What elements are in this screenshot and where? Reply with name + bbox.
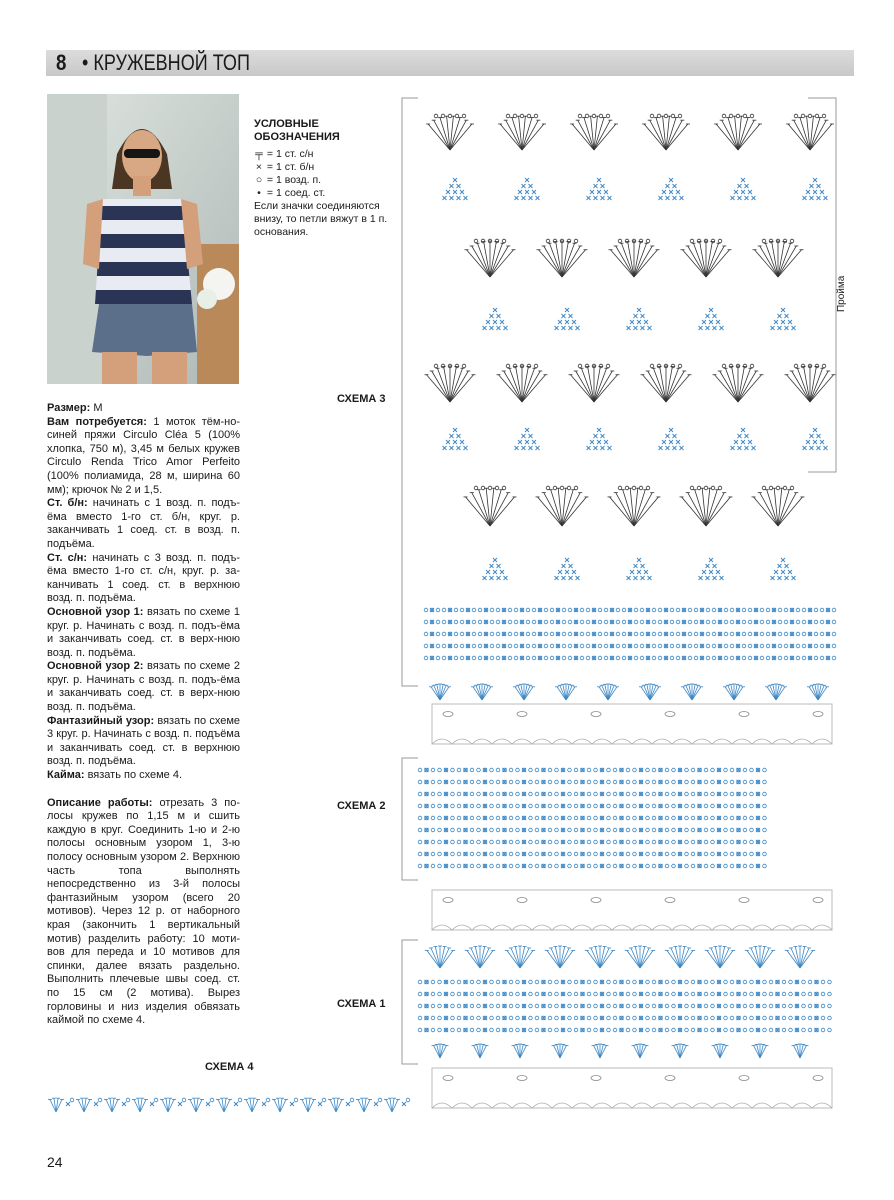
scheme1-label: СХЕМА 1 bbox=[337, 998, 386, 1010]
sc-label: Ст. б/н: bbox=[47, 497, 88, 510]
materials-label: Вам потребуется: bbox=[47, 415, 147, 428]
scheme2-label: СХЕМА 2 bbox=[337, 800, 386, 812]
size-label: Размер: bbox=[47, 402, 91, 414]
scheme3-label: СХЕМА 3 bbox=[337, 393, 386, 405]
pattern-number: 8 bbox=[56, 50, 67, 75]
armhole-label: Пройма bbox=[836, 275, 847, 312]
title-text: КРУЖЕВНОЙ ТОП bbox=[93, 50, 250, 75]
legend-title-1: УСЛОВНЫЕ bbox=[254, 118, 319, 130]
slip-stitch-symbol: • bbox=[257, 187, 261, 199]
chain-symbol: ○ bbox=[255, 174, 263, 186]
sc-symbol: × bbox=[255, 161, 263, 173]
scheme3-bracket bbox=[402, 98, 418, 686]
armhole-bracket bbox=[808, 98, 836, 472]
legend-text: = 1 ст. б/н bbox=[266, 161, 315, 173]
chart-symbols bbox=[48, 114, 836, 1112]
dc-label: Ст. с/н: bbox=[47, 551, 88, 564]
edge-value: вязать по схеме 4. bbox=[87, 769, 183, 782]
legend-text: = 1 ст. с/н bbox=[266, 148, 314, 160]
edge-label: Кайма: bbox=[47, 769, 85, 782]
pattern2-value: вязать по схеме 2 круг. р. Начинать с возд. п. подъ-ёма и заканчивать соед. ст. в верх-нюю возд. п. подъёма. bbox=[47, 660, 240, 714]
page-number: 24 bbox=[47, 1154, 63, 1170]
legend-text: = 1 соед. ст. bbox=[266, 187, 326, 199]
materials-value: 1 моток тём-но-синей пряжи Circulo Cléa 5 (100% хлопка, 750 м), 3,45 м белых кружев Circulo Renda Trico Amor Perfeito (100% полиамида, 28 м, ширина 60 мм); крючок № 2 и 1,5. bbox=[47, 415, 240, 496]
pattern1-value: вязать по схеме 1 круг. р. Начинать с возд. п. подъ-ёма и заканчивать соед. ст. в верх-нюю возд. п. подъёма. bbox=[47, 605, 240, 659]
scheme2-bracket bbox=[402, 758, 418, 880]
dc-value: начинать с 3 возд. п. подъ-ёма вместо 1-го ст. с/н, круг. р. за-канчивать 1 соед. ст. в верхнюю возд. п. подъёма. bbox=[47, 551, 240, 605]
scheme1-bracket bbox=[402, 940, 418, 1064]
work-label: Описание работы: bbox=[47, 796, 153, 809]
scheme4-label: СХЕМА 4 bbox=[205, 1061, 254, 1073]
work-value: отрезать 3 по-лосы кружев по 1,15 м и сшить каждую в круг. Соединить 1-ю и 2-ю полосы основным узором 1, 3-ю полосу основным узором 2. Верхнюю часть топа выполнять непосредственно из 3-й полосы фантазийным узором (всего 20 мотивов). Через 12 р. от наборного края (закончить 1 вертикальный мотив) разделить работу: 10 моти-вов для переда и 10 мотивов для спинки, далее вязать раздельно. Выполнить плечевые швы соед. ст. по 15 см (2 мотива). Вырез горловины и низ изделия обвязать каймой по схеме 4. bbox=[47, 796, 240, 1027]
pattern1-label: Основной узор 1: bbox=[47, 605, 144, 618]
sc-value: начинать с 1 возд. п. подъ-ёма вместо 1-го ст. б/н, круг. р. заканчивать 1 соед. ст. в возд. п. подъёма. bbox=[47, 497, 241, 550]
legend-text: = 1 возд. п. bbox=[266, 174, 322, 186]
header-bullet: • bbox=[82, 50, 89, 75]
dc-symbol: ╤ bbox=[255, 148, 263, 160]
fancy-value: вязать по схеме 3 круг. р. Начинать с возд. п. подъёма и заканчивать соед. ст. в верхнюю возд. п. подъёма. bbox=[47, 714, 240, 768]
fancy-label: Фантазийный узор: bbox=[47, 714, 155, 727]
pattern2-label: Основной узор 2: bbox=[47, 660, 144, 673]
legend-note: Если значки соединяются внизу, то петли вяжут в 1 п. основания. bbox=[254, 200, 388, 238]
legend-title-2: ОБОЗНАЧЕНИЯ bbox=[254, 131, 340, 143]
size-value: M bbox=[93, 402, 103, 414]
